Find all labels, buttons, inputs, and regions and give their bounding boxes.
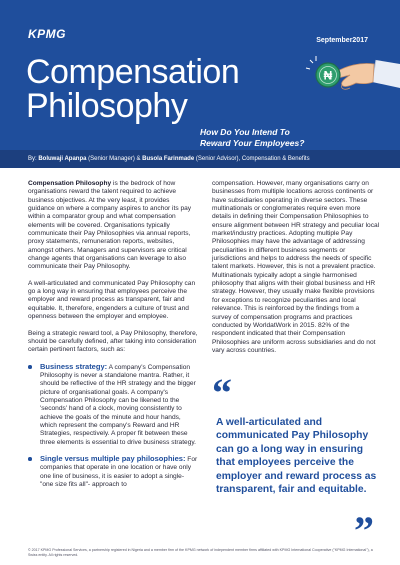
right-column bbox=[212, 180, 380, 355]
subtitle-line-2: Reward Your Employees? bbox=[200, 138, 305, 148]
hand-holding-coin-icon bbox=[280, 42, 400, 100]
header-banner bbox=[0, 0, 400, 150]
byline-bar bbox=[0, 150, 400, 168]
paragraph-2: A well-articulated and communicated Pay Philosophy can go a long way in ensuring that employees perceive the employer and reward process as transparent, fair and equitable. It, therefore, engenders a culture of trust and openness between the employer and employee. bbox=[28, 279, 196, 321]
bullet-icon bbox=[28, 457, 32, 461]
intro-body: is the bedrock of how organisations reward the talent required to achieve business objectives. At the very least, it provides guidance on where a company aspires to anchor its pay within a comparator group and what compensation elements will be covered. Organisations typically communicate their Pay Philosophies via annual reports, proxy statements, remuneration reports, websites, amongst others. Managers and supervisors are critical change agents that organisations can leverage to also communicate their Pay Philosophy. bbox=[28, 180, 192, 271]
paragraph-3: Being a strategic reward tool, a Pay Philosophy, therefore, should be carefully defined, after taking into consideration certain pertinent factors, such as: bbox=[28, 329, 198, 354]
svg-text:₦: ₦ bbox=[323, 68, 333, 83]
page-subtitle bbox=[200, 127, 304, 149]
author-1-role: (Senior Manager) & bbox=[86, 156, 143, 162]
left-column bbox=[28, 180, 198, 497]
intro-lead: Compensation Philosophy bbox=[28, 180, 112, 187]
bullet-text: A company's Compensation Philosophy is never a standalone mantra. Rather, it should be reflective of the HR strategy and the bigger picture of organisational goals. A company's Compensation Philosophy can be likened to the 'seconds' hand of a clock, moving consistently to achieve the goals of the minute and hour hands, which represent the company's Reward and HR Strategies, respectively. A proper fit between these three elements is essential to drive business strategy. bbox=[40, 363, 197, 446]
bullet-title: Business strategy: bbox=[40, 361, 108, 371]
title-line-1: Compensation bbox=[26, 53, 240, 91]
intro-paragraph bbox=[28, 180, 198, 272]
author-2-role: (Senior Advisor), Compensation & Benefits bbox=[194, 156, 310, 162]
naira-coin-icon bbox=[316, 63, 340, 87]
subtitle-line-1: How Do You Intend To bbox=[200, 127, 290, 137]
right-paragraph: compensation. However, many organisations carry on businesses from multiple locations across continents or have subsidiaries operating in diverse sectors. These multinationals or conglomerates require even more details in defining their Compensation Philosophies to ensure alignment between HR strategy and peculiar local market/industry practices. Adopting multiple Pay Philosophies may have the advantage of addressing peculiarities in different business segments or jurisdictions and helps to address the needs of specific talent markets. However, this is not a prevalent practice. Multinationals typically adopt a single harmonised philosophy that aligns with their global business and HR strategy. However, they usually make flexible provisions for exceptions to recognize peculiarities and local relevance. This is reinforced by the findings from a survey of compensation programs and practices conducted by WorldatWork in 2015. 82% of the respondent indicated that their Compensation Philosophies are uniform across subsidiaries and do not vary across countries. bbox=[212, 180, 380, 354]
list-item bbox=[28, 363, 198, 447]
page-title bbox=[26, 55, 239, 123]
factor-list bbox=[28, 363, 198, 490]
author-1: Boluwaji Apanpa bbox=[38, 156, 87, 162]
list-item bbox=[28, 455, 198, 489]
close-quote-icon: ” bbox=[354, 508, 374, 553]
kpmg-logo: KPMG bbox=[28, 27, 66, 41]
byline-prefix: By: bbox=[28, 156, 39, 162]
bullet-icon bbox=[28, 365, 32, 369]
copyright-footer: © 2017 KPMG Professional Services, a partnership registered in Nigeria and a member firm of the KPMG network of independent member firms affiliated with KPMG International Cooperative ("KPMG International"), a Swiss entity. All rights reserved. bbox=[28, 548, 373, 557]
open-quote-icon: “ bbox=[212, 370, 232, 415]
pull-quote: A well-articulated and communicated Pay Philosophy can go a long way in ensuring that employees perceive the employer and reward process as transparent, fair and equitable. bbox=[216, 417, 377, 496]
author-2: Busola Farinmade bbox=[142, 156, 195, 162]
bullet-title: Single versus multiple pay philosophies: bbox=[40, 453, 186, 463]
title-line-2: Philosophy bbox=[26, 87, 188, 125]
bullet-text: For companies that operate in one location or have only one line of business, it is easier to adopt a single- "one size fits all"- approach to bbox=[40, 455, 198, 488]
issue-date: September2017 bbox=[316, 37, 368, 44]
